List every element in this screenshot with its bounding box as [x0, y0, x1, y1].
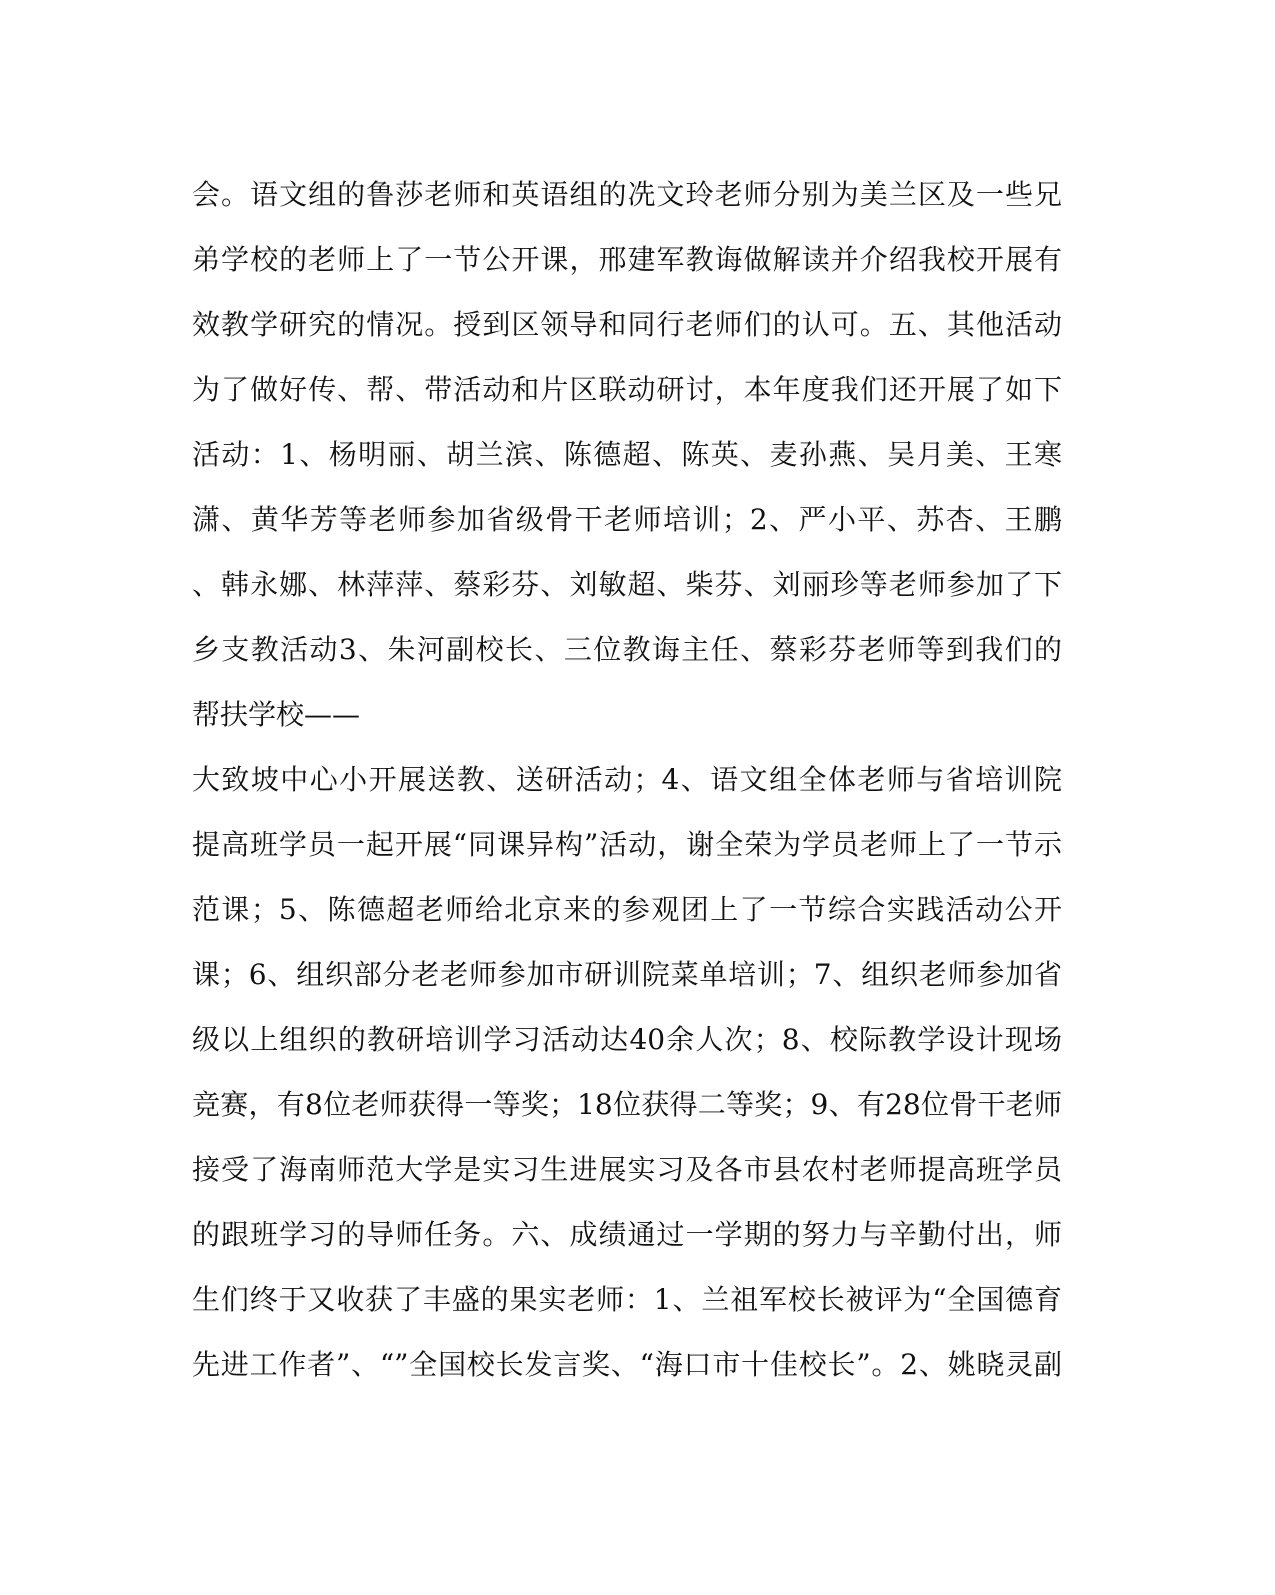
text-line: 为了做好传、帮、带活动和片区联动研讨，本年度我们还开展了如下: [192, 373, 1062, 406]
text-line: 范课；5、陈德超老师给北京来的参观团上了一节综合实践活动公开: [192, 893, 1062, 926]
text-line: 生们终于又收获了丰盛的果实老师：1、兰祖军校长被评为“全国德育: [192, 1283, 1062, 1316]
text-line: 的跟班学习的导师任务。六、成绩通过一学期的努力与辛勤付出，师: [192, 1218, 1062, 1251]
text-line: 效教学研究的情况。授到区领导和同行老师们的认可。五、其他活动: [192, 308, 1062, 341]
text-line: 弟学校的老师上了一节公开课，邢建军教诲做解读并介绍我校开展有: [192, 243, 1062, 276]
text-line: 级以上组织的教研培训学习活动达40余人次；8、校际教学设计现场: [192, 1023, 1062, 1056]
text-line: 接受了海南师范大学是实习生进展实习及各市县农村老师提高班学员: [192, 1153, 1062, 1186]
text-line: 提高班学员一起开展“同课异构”活动，谢全荣为学员老师上了一节示: [192, 828, 1062, 861]
text-line: 会。语文组的鲁莎老师和英语组的冼文玲老师分别为美兰区及一些兄: [192, 178, 1062, 211]
text-line: 帮扶学校——: [192, 698, 361, 731]
text-line: 乡支教活动3、朱河副校长、三位教诲主任、蔡彩芬老师等到我们的: [192, 633, 1062, 666]
text-line: 竞赛，有8位老师获得一等奖；18位获得二等奖；9、有28位骨干老师: [192, 1088, 1062, 1121]
body-text: [192, 162, 1062, 1397]
text-line: 先进工作者”、“”全国校长发言奖、“海口市十佳校长”。2、姚晓灵副: [192, 1348, 1062, 1381]
text-line: 课；6、组织部分老老师参加市研训院菜单培训；7、组织老师参加省: [192, 958, 1062, 991]
text-line: 、韩永娜、林萍萍、蔡彩芬、刘敏超、柴芬、刘丽珍等老师参加了下: [192, 568, 1062, 601]
text-line: 大致坡中心小开展送教、送研活动；4、语文组全体老师与省培训院: [192, 763, 1062, 796]
text-line: 活动：1、杨明丽、胡兰滨、陈德超、陈英、麦孙燕、吴月美、王寒: [192, 438, 1062, 471]
text-line: 潇、黄华芳等老师参加省级骨干老师培训；2、严小平、苏杏、王鹏: [192, 503, 1062, 536]
